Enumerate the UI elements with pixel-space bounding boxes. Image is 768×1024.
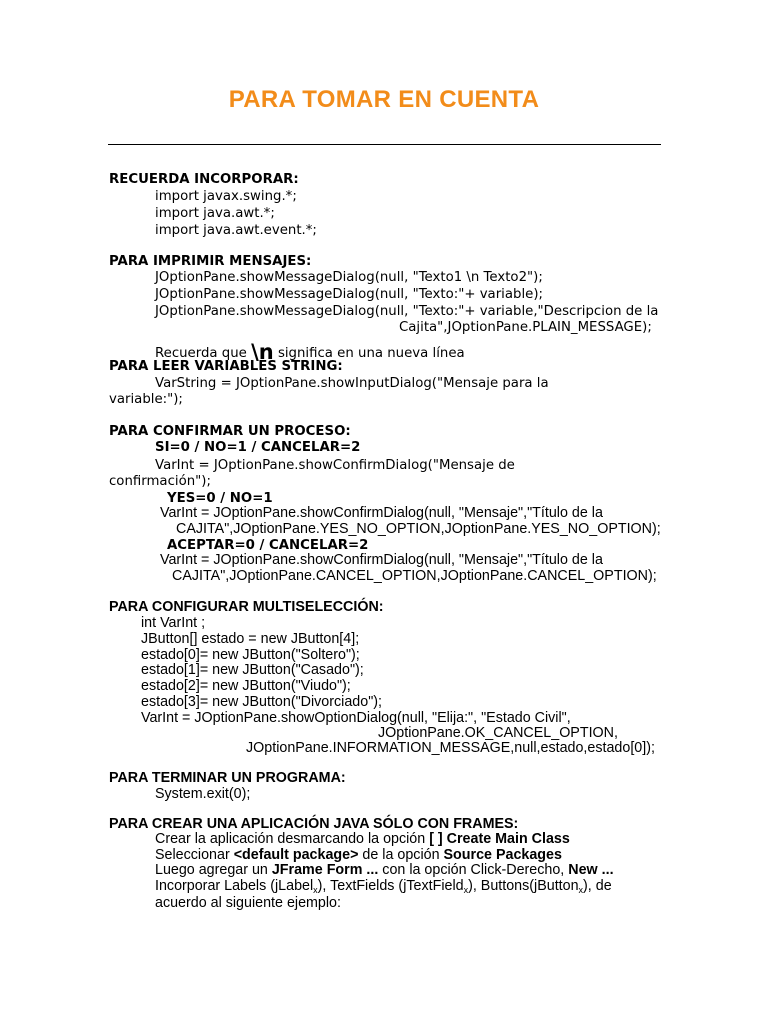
heading-multiseleccion: PARA CONFIGURAR MULTISELECCIÓN: — [109, 599, 384, 615]
instruction-bold: New ... — [568, 862, 614, 878]
heading-leer: PARA LEER VARIABLES STRING: — [109, 359, 343, 374]
instruction-line — [155, 831, 570, 848]
instruction-line — [155, 862, 614, 879]
code-line: estado[0]= new JButton("Soltero"); — [141, 647, 360, 663]
instruction-bold: <default package> — [233, 847, 359, 863]
subscript: x — [313, 885, 318, 895]
heading-frames: PARA CREAR UNA APLICACIÓN JAVA SÓLO CON FRAMES: — [109, 816, 519, 832]
code-line: variable:"); — [109, 392, 183, 407]
code-line: System.exit(0); — [155, 786, 251, 802]
note-text: Recuerda que — [155, 346, 247, 361]
confirm-option-label: YES=0 / NO=1 — [167, 491, 273, 506]
code-line: JOptionPane.showMessageDialog(null, "Texto1 \n Texto2"); — [155, 270, 543, 285]
instruction-text: ), Buttons(jButton — [468, 878, 579, 894]
page-title: PARA TOMAR EN CUENTA — [228, 86, 540, 113]
code-line: int VarInt ; — [141, 615, 206, 631]
code-line: VarInt = JOptionPane.showConfirmDialog("Mensaje de — [155, 458, 515, 473]
code-line: JButton[] estado = new JButton[4]; — [141, 631, 360, 647]
code-line: import javax.swing.*; — [155, 189, 297, 204]
code-line: import java.awt.event.*; — [155, 223, 317, 238]
heading-incorporar: RECUERDA INCORPORAR: — [109, 172, 299, 187]
code-line: Cajita",JOptionPane.PLAIN_MESSAGE); — [399, 320, 652, 335]
code-line: VarString = JOptionPane.showInputDialog("Mensaje para la — [155, 376, 549, 391]
subscript: x — [463, 885, 469, 895]
confirm-option-label: ACEPTAR=0 / CANCELAR=2 — [167, 538, 369, 553]
instruction-text: Luego agregar un — [155, 862, 272, 878]
heading-terminar: PARA TERMINAR UN PROGRAMA: — [109, 770, 346, 786]
instruction-text: Incorporar Labels (jLabel — [155, 878, 314, 894]
code-line: JOptionPane.showMessageDialog(null, "Texto:"+ variable); — [155, 287, 543, 302]
code-line: JOptionPane.OK_CANCEL_OPTION, — [378, 725, 618, 741]
instruction-text: Crear la aplicación desmarcando la opción — [155, 831, 430, 847]
heading-imprimir: PARA IMPRIMIR MENSAJES: — [109, 254, 312, 269]
instruction-bold: Source Packages — [443, 847, 562, 863]
subscript: x — [578, 885, 584, 895]
code-line: confirmación"); — [109, 474, 211, 489]
instruction-text: Seleccionar — [155, 847, 234, 863]
code-line: estado[2]= new JButton("Viudo"); — [141, 678, 351, 694]
note-text: significa en una nueva línea — [277, 346, 465, 361]
title-divider — [108, 144, 661, 145]
code-line: JOptionPane.showMessageDialog(null, "Texto:"+ variable,"Descripcion de la — [155, 304, 659, 319]
instruction-text: con la opción Click-Derecho, — [378, 862, 569, 878]
code-line: VarInt = JOptionPane.showConfirmDialog(null, "Mensaje","Título de la — [160, 505, 603, 521]
code-line: VarInt = JOptionPane.showConfirmDialog(null, "Mensaje","Título de la — [160, 552, 603, 568]
code-line: estado[1]= new JButton("Casado"); — [141, 662, 364, 678]
confirm-option-label: SI=0 / NO=1 / CANCELAR=2 — [155, 440, 361, 455]
newline-symbol: \n — [251, 340, 274, 364]
code-line: JOptionPane.INFORMATION_MESSAGE,null,estado,estado[0]); — [246, 740, 655, 756]
instruction-text: ), de — [583, 878, 612, 894]
code-line: CAJITA",JOptionPane.CANCEL_OPTION,JOptionPane.CANCEL_OPTION); — [172, 568, 657, 584]
instruction-line: acuerdo al siguiente ejemplo: — [155, 895, 341, 911]
code-line: CAJITA",JOptionPane.YES_NO_OPTION,JOptionPane.YES_NO_OPTION); — [176, 521, 661, 537]
instruction-bold: [ ] Create Main Class — [429, 831, 570, 847]
code-line: import java.awt.*; — [155, 206, 275, 221]
instruction-text: ), TextFields (jTextField — [317, 878, 464, 894]
code-line: VarInt = JOptionPane.showOptionDialog(null, "Elija:", "Estado Civil", — [141, 710, 571, 726]
heading-confirmar: PARA CONFIRMAR UN PROCESO: — [109, 424, 351, 439]
code-line: estado[3]= new JButton("Divorciado"); — [141, 694, 383, 710]
instruction-bold: JFrame Form ... — [271, 862, 379, 878]
instruction-text: de la opción — [358, 847, 444, 863]
